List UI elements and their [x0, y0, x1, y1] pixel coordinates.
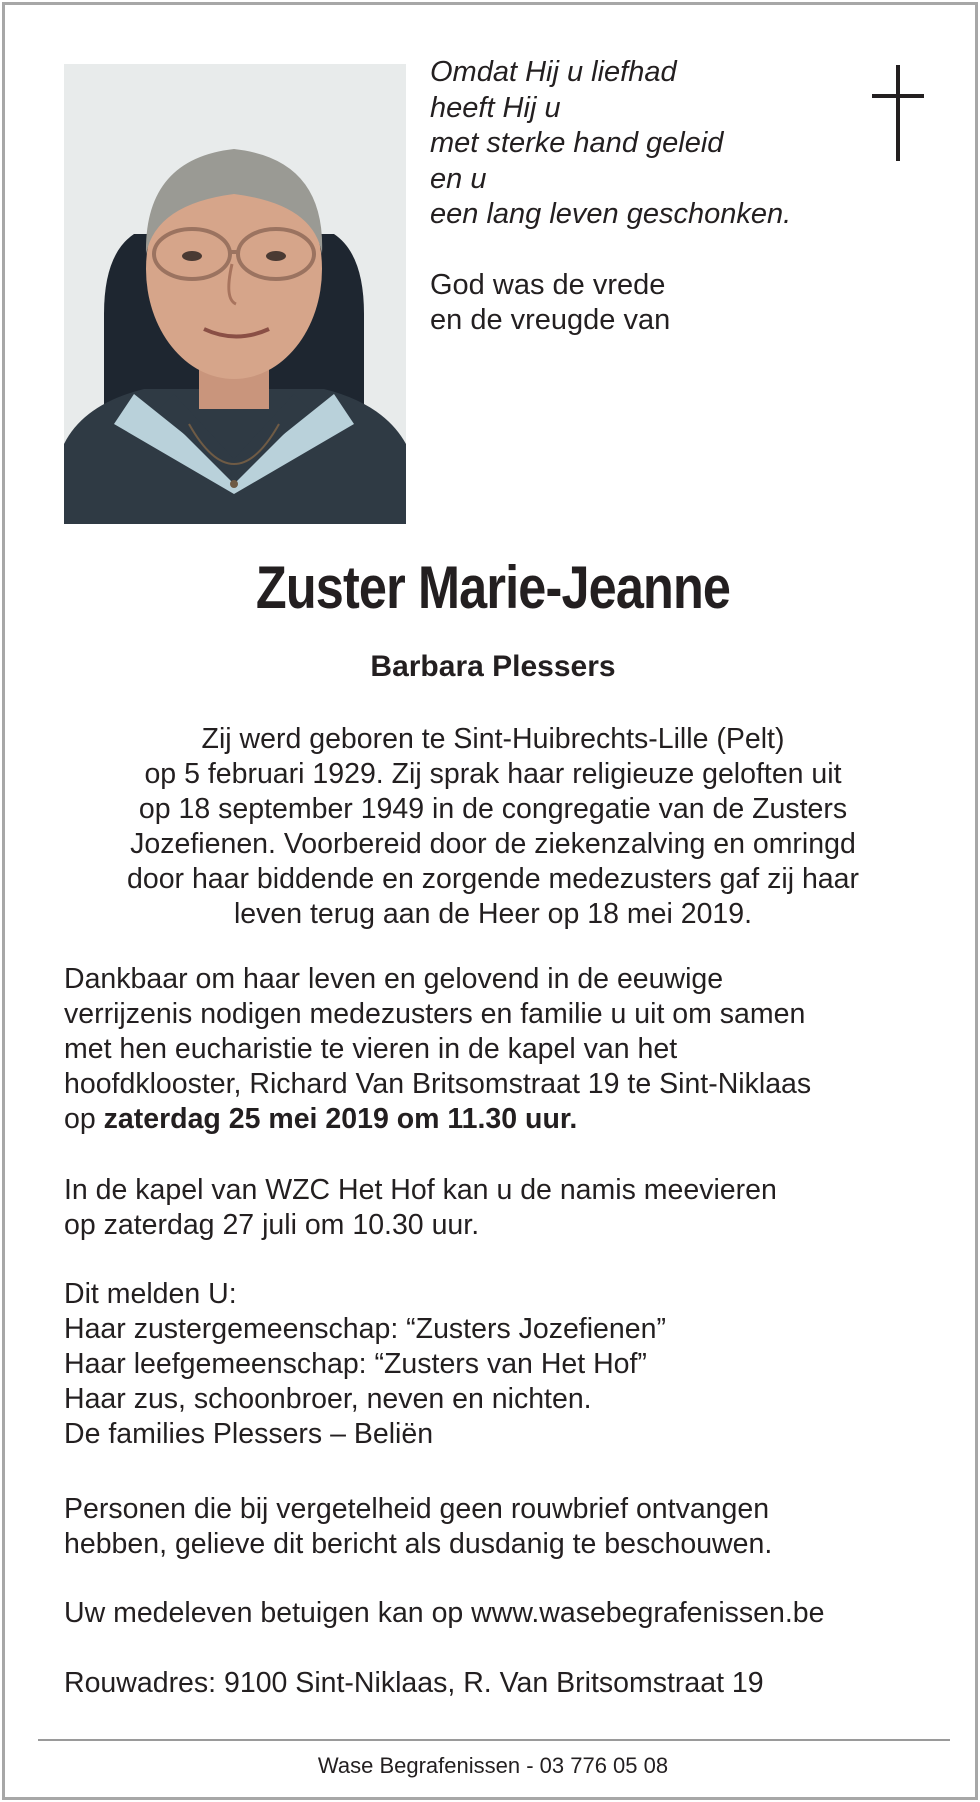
address-text: Rouwadres: 9100 Sint-Niklaas, R. Van Britsomstraat 19	[64, 1667, 764, 1699]
obituary-card	[2, 2, 978, 1800]
invitation-line: verrijzenis nodigen medezusters en familie u uit om samen	[64, 998, 806, 1030]
namis-line: op zaterdag 27 juli om 10.30 uur.	[64, 1209, 480, 1241]
notice-paragraph	[64, 1492, 772, 1562]
civil-name: Barbara Plessers	[370, 650, 616, 683]
portrait-photo	[64, 64, 406, 524]
invitation-line: hoofdklooster, Richard Van Britsomstraat 19 te Sint-Niklaas	[64, 1068, 812, 1100]
bio-line: leven terug aan de Heer op 18 mei 2019.	[233, 898, 753, 930]
scripture-quote	[430, 55, 791, 339]
announce-line: Haar zustergemeenschap: “Zusters Jozefienen”	[64, 1313, 666, 1345]
condolence-line	[64, 1596, 824, 1631]
quote-line: en u	[430, 162, 487, 195]
address-line	[64, 1666, 764, 1701]
condolence-text: Uw medeleven betuigen kan op www.wasebegrafenissen.be	[64, 1597, 825, 1629]
quote-line: God was de vrede	[430, 268, 666, 301]
quote-line: en de vreugde van	[430, 304, 671, 336]
namis-paragraph	[64, 1173, 777, 1243]
bio-line: op 18 september 1949 in de congregatie van de Zusters	[138, 793, 848, 825]
deceased-name: Zuster Marie-Jeanne	[255, 554, 731, 621]
announce-line: De families Plessers – Beliën	[64, 1418, 434, 1450]
announce-line: Dit melden U:	[64, 1278, 237, 1310]
bio-line: door haar biddende en zorgende medezusters gaf zij haar	[127, 863, 859, 895]
announce-line: Haar zus, schoonbroer, neven en nichten.	[64, 1383, 592, 1415]
bio-line: Zij werd geboren te Sint-Huibrechts-Lille (Pelt)	[201, 723, 785, 755]
invitation-line-last	[64, 1102, 811, 1137]
quote-line: heeft Hij u	[430, 91, 561, 124]
quote-line: Omdat Hij u liefhad	[430, 56, 677, 88]
quote-line: een lang leven geschonken.	[430, 198, 792, 230]
funeral-home-footer: Wase Begrafenissen - 03 776 05 08	[317, 1753, 669, 1778]
footer-divider	[38, 1739, 950, 1741]
invitation-paragraph	[64, 962, 811, 1137]
namis-line: In de kapel van WZC Het Hof kan u de namis meevieren	[64, 1174, 777, 1206]
announcement-list	[64, 1277, 666, 1452]
notice-line: hebben, gelieve dit bericht als dusdanig te beschouwen.	[64, 1528, 773, 1560]
announce-line: Haar leefgemeenschap: “Zusters van Het Hof”	[64, 1348, 647, 1380]
quote-spacer	[430, 233, 791, 268]
invitation-prefix: op	[64, 1103, 104, 1135]
portrait-illustration	[64, 64, 406, 524]
invitation-line: met hen eucharistie te vieren in de kapel van het	[64, 1033, 678, 1065]
service-datetime: zaterdag 25 mei 2019 om 11.30 uur.	[103, 1103, 578, 1135]
bio-line: op 5 februari 1929. Zij sprak haar religieuze geloften uit	[144, 758, 842, 790]
notice-line: Personen die bij vergetelheid geen rouwbrief ontvangen	[64, 1493, 770, 1525]
quote-line: met sterke hand geleid	[430, 127, 724, 159]
bio-line: Jozefienen. Voorbereid door de ziekenzalving en omringd	[130, 828, 856, 860]
cross-icon	[869, 65, 929, 165]
invitation-line: Dankbaar om haar leven en gelovend in de eeuwige	[64, 963, 724, 995]
biography	[45, 722, 941, 932]
